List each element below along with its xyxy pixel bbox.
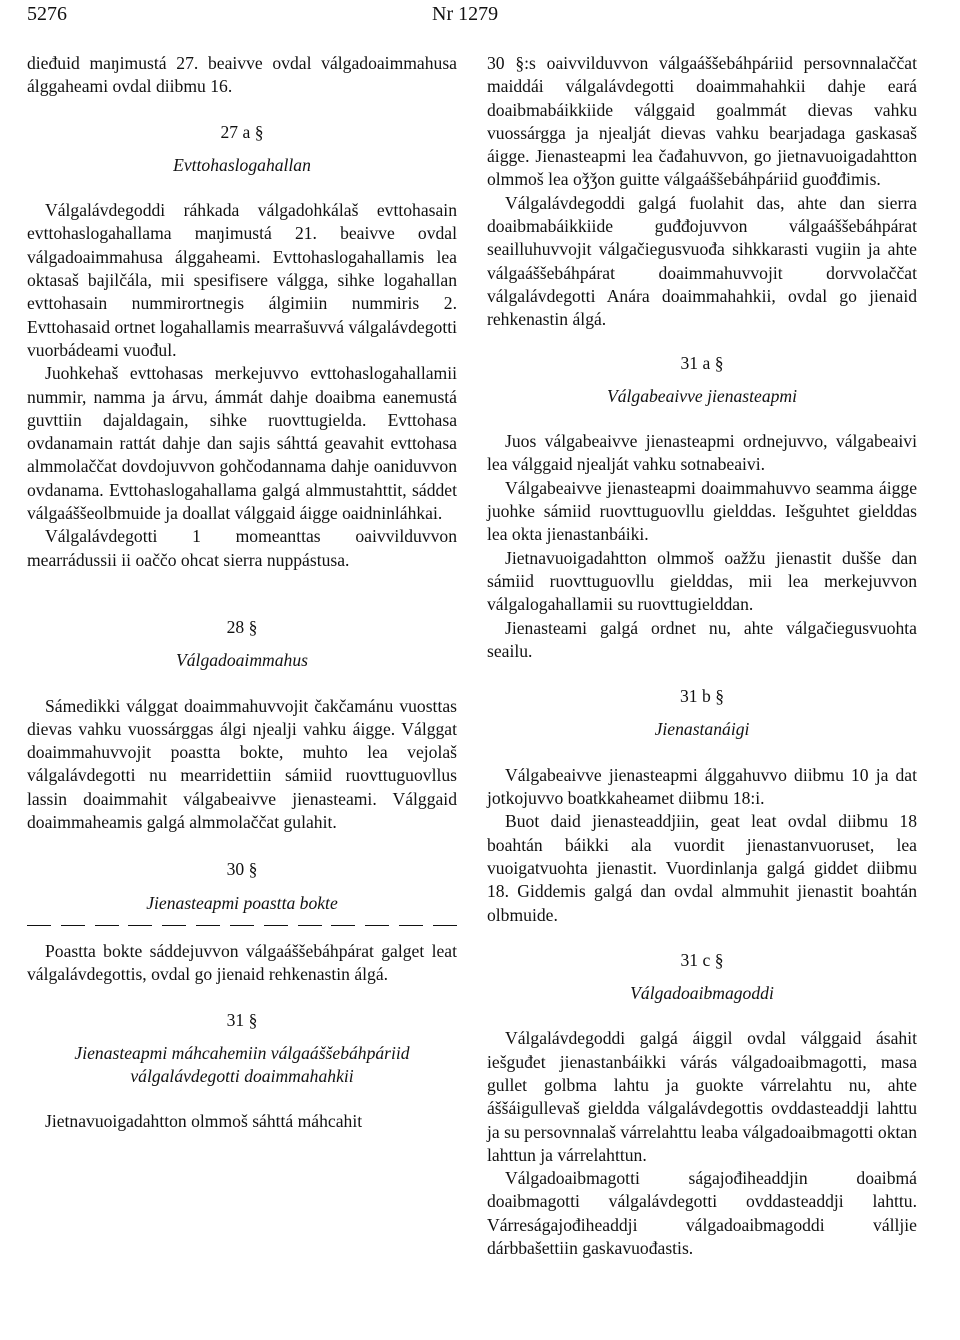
paragraph: Válgalávdegoddi ráhkada válgadohkálaš evttohasain evttohaslogahallama maŋimustá 21. beaivve ovdal válgadoaimmahusa álggaheami. Evttohaslogahallamis lea oktasaš bajilčála, mii spesifisere válgga, sihke logahallan evttohasain nummirortnegis álgimiin nummiris 2. Evttohasaid ortnet logahallamis mearrašuvvá válgalávdegotti vuorbádeami vuođul. [27, 200, 457, 360]
omission-dashes [27, 925, 457, 926]
page-number: 5276 [27, 3, 67, 25]
paragraph: dieđuid maŋimustá 27. beaivve ovdal válgadoaimmahusa álggaheami ovdal diibmu 16. [27, 53, 457, 97]
paragraph: Válgalávdegoddi galgá áiggil ovdal válggaid ásahit iešguđet jienastanbáikki várás válgadoaibmagotti, masa gullet golbma lahtu ja guokte várrelahtu nu, ahte áššáigullevaš gieldda válgalávdegottis ovddasteaddji lahttu ja su persovnnalaš várrelahttu leaba válgadoaibmagotti oktan lahttun ja várrelahttun. [487, 1028, 917, 1165]
paragraph: Válgalávdegoddi galgá fuolahit das, ahte dan sierra doaibmabáikkiide guđđojuvvon válgaáššebáhpárat seailluhuvvojit válgačiegusvuođa sihkkarasti vugiin ja ahte válgaáššebáhpárat doaimmahuvvojit dorvvolaččat válgalávdegotti Anára doaimmahahkii, ovdal go jienaid rehkenastin álgá. [487, 192, 917, 330]
section-number: 30 § [226, 859, 258, 880]
section-title-line-1: Jienasteapmi máhcahemiin válgaáššebáhpáriid [74, 1042, 410, 1063]
section-title: Válgadoaimmahus [176, 650, 308, 671]
paragraph: 30 §:s oaivvilduvvon válgaáššebáhpáriid persovnnalaččat maiddái válgalávdegotti doaimmahahkii dahje eará doaibmabáikkiide válggaid goalmmát dievas vahku vuossárgga ja njealját dievas vahku bearjadaga gaskasaš áigge. Jienasteapmi lea čađahuvvon, go jietnavuoigadahtton olmmoš lea oǯǯon guitte válgaáššebáhpáriid guođđimis. [487, 53, 917, 190]
section-number: 27 a § [220, 121, 264, 142]
paragraph: Válgadoaibmagotti ságajođiheaddjin doaibmá doaibmagotti válgalávdegotti ovddasteaddji lahttu. Várreságajođiheaddji válgadoaibmagoddi válljie dárbbašettiin gaskavuođastis. [487, 1168, 917, 1259]
section-title: Válgabeaivve jienasteapmi [606, 385, 798, 406]
paragraph: Sámedikki válggat doaimmahuvvojit čakčamánu vuosttas dievas vahku vuossárggas álgi njealji vahku áigge. Válggat doaimmahuvvojit poastta bokte, muhto lea vejolaš válgalávdegotti nu mearridettiin sámiid ruovttuguovllus lassin doaimmahit válgabeaivve jienasteami. Válggaid doaimmaheamis galgá almmolaččat gulahit. [27, 695, 457, 833]
section-title: Jienastanáigi [654, 719, 750, 740]
issue-number: Nr 1279 [432, 3, 499, 25]
section-number: 31 a § [680, 352, 724, 373]
section-number: 31 § [226, 1009, 258, 1030]
left-column [27, 52, 457, 1134]
paragraph: Jietnavuoigadahtton olmmoš sáhttá máhcahit [45, 1111, 363, 1132]
paragraph: Poastta bokte sáddejuvvon válgaáššebáhpárat galget leat válgalávdegottis, ovdal go jienaid rehkenastin álgá. [27, 940, 457, 985]
page-header [0, 0, 960, 30]
paragraph: Válgalávdegotti 1 momeanttas oaivvilduvvon mearrádussii ii oaččo ohcat sierra nuppástusa. [27, 526, 457, 570]
section-title: Válgadoaibmagoddi [630, 983, 774, 1004]
section-number: 31 b § [680, 686, 724, 707]
section-title: Jienasteapmi poastta bokte [146, 892, 338, 913]
paragraph: Juohkehaš evttohasas merkejuvvo evttohaslogahallamii nummir, namma ja árvu, ámmát dahje doaibma eanemustá guvttiin dajaldagain, sihke ruovttugielda. Evttohasa ovdanamain rattát dahje dan sajis sáhttá geavahit evttohasa almmolaččat dovdojuvvon gohčodannama dahje oaniduvvon ovdanama. Evttohaslogahallama galgá almmustahttit, sáddet válgaáššeolbmuide ja doallat válggaid áigge oaidninláhkai. [27, 363, 457, 524]
paragraph: Jienasteami galgá ordnet nu, ahte válgačiegusvuohta seailu. [487, 617, 917, 661]
section-title-line-2: válgalávdegotti doaimmahahkii [130, 1066, 354, 1087]
paragraph: Válgabeaivve jienasteapmi álggahuvvo diibmu 10 ja dat jotkojuvvo boatkkaheamet diibmu 18:i. [487, 764, 917, 809]
paragraph: Buot daid jienasteaddjiin, geat leat ovdal diibmu 18 boahtán báikki ala vuordit jienastanvuoruset, lea vuoigatvuohta jienastit. Vuordinlanja galgá giddet diibmu 18. Giddemis galgá dan ovdal almmuhit jienastit boahtán olbmuide. [487, 811, 917, 925]
paragraph: Juos válgabeaivve jienasteapmi ordnejuvvo, válgabeaivi lea válggaid njealját vahku sotnabeaivi. [487, 431, 917, 475]
paragraph: Válgabeaivve jienasteapmi doaimmahuvvo seamma áigge juohke sámiid ruovttuguovllu gielddas. Iešguhtet gielddas lea okta jienastanbáiki. [487, 477, 917, 545]
section-number: 28 § [226, 616, 258, 637]
right-column [487, 52, 917, 1260]
section-title: Evttohaslogahallan [173, 154, 311, 175]
section-number: 31 c § [680, 949, 724, 970]
paragraph: Jietnavuoigadahtton olmmoš oažžu jienastit dušše dan sámiid ruovttuguovllu gielddas, mii lea merkejuvvon válgalogahallamii su ruovttugielddan. [487, 547, 917, 615]
